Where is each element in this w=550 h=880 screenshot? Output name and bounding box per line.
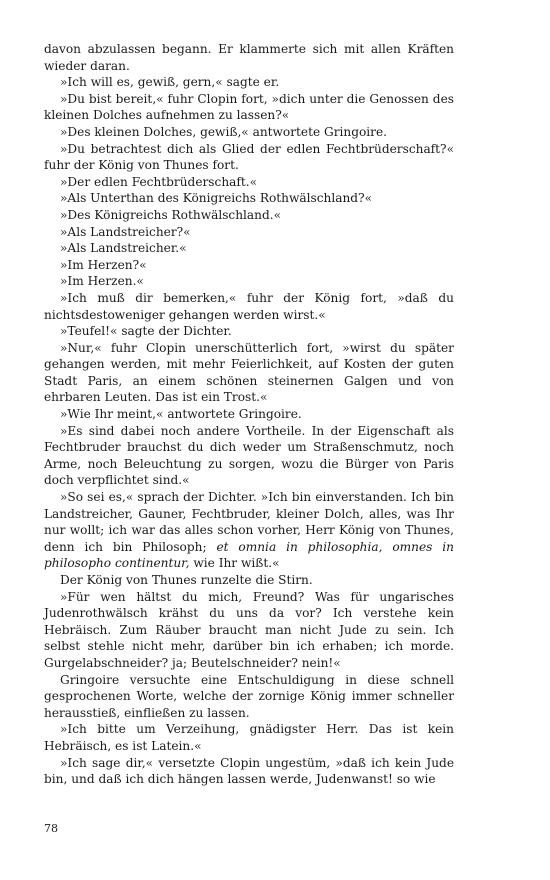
paragraph: »Ich will es, gewiß, gern,« sagte er. bbox=[60, 75, 280, 90]
paragraph: »Du bist bereit,« fuhr Clopin fort, »dich unter die Genossen des kleinen Dolches aufnehmen zu lassen?« bbox=[44, 91, 454, 123]
paragraph: »Es sind dabei noch andere Vortheile. In der Eigenschaft als Fechtbruder brauchst du dich weder um Straßenschmutz, noch Arme, noch Beleuchtung zu sorgen, wozu die Bürger von Paris doch verpflichtet sind.« bbox=[44, 423, 454, 488]
paragraph-text: »So sei es,« sprach der Dichter. »Ich bin einverstanden. Ich bin Landstreicher, Gauner, Fechtbruder, kleiner Dolch, alles, was Ihr nur wollt; ich war das alles schon vorher, Herr König von Thunes, denn ich bin Philosoph; bbox=[44, 490, 454, 554]
paragraph: »Der edlen Fechtbrüderschaft.« bbox=[60, 174, 258, 189]
paragraph: »Im Herzen?« bbox=[60, 257, 147, 272]
paragraph: »Des kleinen Dolches, gewiß,« antwortete Gringoire. bbox=[60, 124, 388, 139]
paragraph: »Wie Ihr meint,« antwortete Gringoire. bbox=[60, 407, 302, 422]
page-number: 78 bbox=[44, 822, 58, 835]
paragraph: »Im Herzen.« bbox=[60, 274, 144, 289]
paragraph: Gringoire versuchte eine Entschuldigung in diese schnell gesprochenen Worte, welche der zornige König immer schneller herausstieß, einfließen zu lassen. bbox=[44, 672, 454, 720]
book-page-text bbox=[44, 41, 454, 788]
paragraph: »Ich sage dir,« versetzte Clopin ungestüm, »daß ich kein Jude bin, und daß ich dich hängen lassen werde, Judenwanst! so wie bbox=[44, 755, 454, 787]
paragraph: »Als Unterthan des Königreichs Rothwälschland?« bbox=[60, 191, 373, 206]
paragraph: »Teufel!« sagte der Dichter. bbox=[60, 324, 232, 339]
paragraph: »Ich muß dir bemerken,« fuhr der König fort, »daß du nichtsdestoweniger gehangen werden wirst.« bbox=[44, 290, 454, 322]
paragraph: »Des Königreichs Rothwälschland.« bbox=[60, 207, 282, 222]
paragraph: Der König von Thunes runzelte die Stirn. bbox=[60, 573, 313, 587]
paragraph: »Du betrachtest dich als Glied der edlen Fechtbrüderschaft?« fuhr der König von Thunes fort. bbox=[44, 141, 454, 173]
paragraph-tail: wie Ihr wißt.« bbox=[193, 556, 280, 571]
paragraph: »Als Landstreicher.« bbox=[60, 241, 187, 256]
paragraph: davon abzulassen begann. Er klammerte sich mit allen Kräften wieder daran. bbox=[44, 42, 454, 73]
paragraph: »Nur,« fuhr Clopin unerschütterlich fort, »wirst du später gehangen werden, mit mehr Feierlichkeit, auf Kosten der guten Stadt Paris, an einem schönen steinernen Galgen und von ehrbaren Leuten. Das ist ein Trost.« bbox=[44, 340, 454, 405]
paragraph: »Für wen hältst du mich, Freund? Was für ungarisches Judenrothwälsch krähst du uns da vor? Ich verstehe kein Hebräisch. Zum Räuber braucht man nicht Jude zu sein. Ich selbst stehle nicht mehr, darüber bin ich erhaben; ich morde. Gurgelabschneider? ja; Beutelschneider? nein!« bbox=[44, 589, 454, 670]
paragraph bbox=[44, 489, 454, 572]
paragraph: »Ich bitte um Verzeihung, gnädigster Herr. Das ist kein Hebräisch, es ist Latein.« bbox=[44, 722, 454, 753]
paragraph: »Als Landstreicher?« bbox=[60, 224, 191, 239]
latin-quote: et omnia in philosophia, omnes in philosopho continentur, bbox=[44, 539, 455, 571]
